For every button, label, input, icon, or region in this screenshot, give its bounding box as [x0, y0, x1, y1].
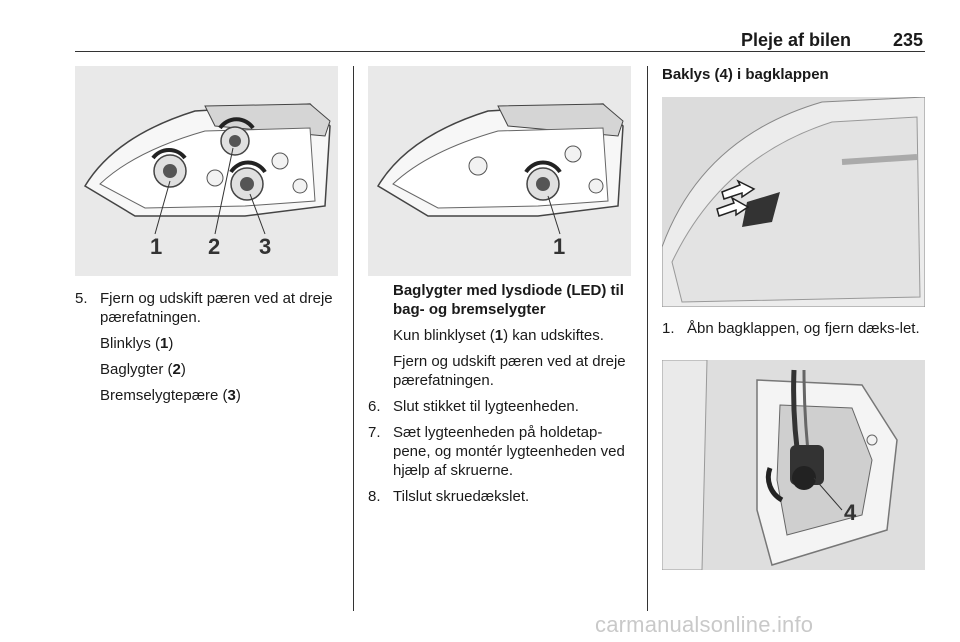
- taillight-figure-bulbs: [75, 66, 338, 276]
- taillight-illustration: [75, 66, 338, 276]
- page-number: 235: [892, 30, 923, 50]
- step-text: Fjern og udskift pæren ved at dreje pærefatningen.: [100, 290, 333, 326]
- callout-4: 4: [844, 500, 857, 525]
- step-5: [75, 289, 345, 327]
- column-divider-1: [353, 66, 354, 611]
- step-1: 1. Åbn bagklappen, og fjern dæks-let.: [662, 320, 920, 337]
- taillight-figure-led: [368, 66, 631, 276]
- callout-3: 3: [259, 234, 272, 259]
- header-divider: [75, 51, 925, 52]
- callout-2: 2: [208, 234, 221, 259]
- col2-text: [368, 281, 638, 506]
- tailgate-figure: [662, 97, 925, 307]
- tailgate-illustration: [662, 97, 925, 307]
- reverse-bulb-illustration: [662, 360, 925, 570]
- led-taillight-illustration: [368, 66, 631, 276]
- led-heading: Baglygter med lysdiode (LED) til bag- og bremselygter: [393, 282, 624, 318]
- callout-1: 1: [150, 234, 163, 259]
- step-7: 7. Sæt lygteenheden på holdetap-pene, og montér lygteenheden ved hjælp af skruerne.: [368, 424, 625, 479]
- section-heading-reverse-light: Baklys (4) i bagklappen: [662, 66, 829, 83]
- col1-text: [75, 289, 345, 405]
- led-instruction: Fjern og udskift pæren ved at dreje pærefatningen.: [393, 353, 626, 389]
- watermark: carmanualsonline.info: [595, 612, 814, 637]
- led-note: Kun blinklyset (1) kan udskiftes.: [393, 327, 604, 344]
- item-bremselygte: Bremselygtepære (3): [100, 387, 241, 404]
- item-baglygter: Baglygter (2): [100, 361, 186, 378]
- column-divider-2: [647, 66, 648, 611]
- callout-1: 1: [553, 234, 566, 259]
- step-number: 5.: [75, 290, 88, 307]
- reverse-bulb-figure: [662, 360, 925, 570]
- page-header: [75, 30, 925, 52]
- page-title: Pleje af bilen: [740, 30, 851, 50]
- col3-text: [662, 319, 932, 338]
- step-6: 6. Slut stikket til lygteenheden.: [368, 398, 579, 415]
- step-8: 8. Tilslut skruedækslet.: [368, 488, 530, 505]
- item-blinklys: Blinklys (1): [100, 335, 174, 352]
